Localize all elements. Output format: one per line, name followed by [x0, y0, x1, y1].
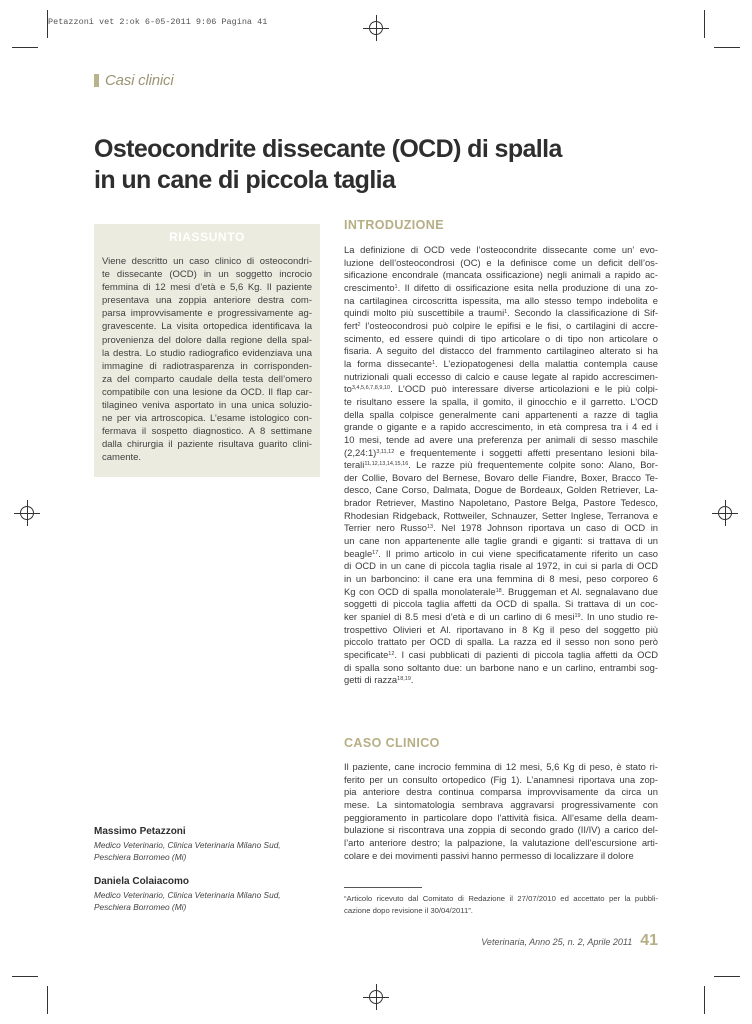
introduction-body [344, 244, 658, 687]
line-text: soggetti di piccola taglia affetti da OCD di spalla. Si trattava di un coc- [344, 598, 658, 610]
author-name: Daniela Colaiacomo [94, 876, 190, 887]
line-text: in un barboncino: il cane era una femmina di 8 mesi, peso corporeo 6 [344, 573, 658, 585]
case-line: peggioramento in particolare dopo l’attività fisica. All’esame della deam- [344, 811, 658, 823]
citation-ref: 11,12,13,14,15,16 [364, 461, 409, 468]
introduction-line [344, 674, 658, 687]
line-text: . Il primo articolo in cui viene specificatamente riferito un caso [378, 547, 658, 559]
line-text: na cartilaginea circoscritta ispessita, ma allo stesso tempo indebolita e [344, 294, 658, 306]
author-affiliation: Medico Veterinario, Clinica Veterinaria Milano Sud, [94, 840, 281, 850]
citation-ref: 18 [495, 587, 502, 594]
line-text: fisaria. A seguito del distacco del frammento cartilagineo alterato si ha [344, 345, 658, 357]
introduction-line [344, 409, 658, 422]
introduction-line [344, 320, 658, 333]
introduction-line [344, 636, 658, 649]
abstract-line: camente. [102, 452, 142, 464]
line-text: beagle [344, 547, 373, 559]
footnote-rule [344, 887, 422, 888]
line-text: brador Retriever, Mastino Napoletano, Pastore Belga, Pastore Tedesco, [344, 497, 658, 509]
crop-mark [714, 976, 740, 977]
line-text: . I casi pubblicati di pazienti di piccola taglia affetti da OCD [394, 649, 658, 660]
line-text: fert [344, 319, 358, 331]
registration-mark-left [14, 500, 40, 526]
introduction-line [344, 560, 658, 573]
line-text: terali [344, 459, 365, 471]
abstract-line: presentava una zoppia anteriore destra com- [102, 295, 312, 307]
abstract-line: parsa improvvisamente e progressivamente ag- [102, 308, 312, 320]
author [94, 876, 320, 913]
citation-ref: 17 [372, 549, 379, 556]
line-text: sificazione encondrale (mancata ossificazione) negli animali a rapido ac- [344, 269, 658, 281]
crop-mark [12, 976, 38, 977]
registration-mark-bottom [363, 984, 389, 1010]
citation-ref: 12 [388, 651, 395, 657]
abstract-line: gravescente. La visita ortopedica identificava la [102, 321, 312, 333]
introduction-line [344, 611, 658, 624]
line-text: . Le razze più frequentemente colpite sono: Alano, Bor- [408, 459, 658, 471]
crop-mark [47, 986, 48, 1014]
line-text: La definizione di OCD vede l’osteocondrite dissecante come un’ evo- [344, 244, 658, 255]
crop-mark [704, 986, 705, 1014]
line-text: luzione dell’osteocondrosi (OC) e la definisce come un deficit dell’os- [344, 256, 658, 268]
footnote-line: “Articolo ricevuto dal Comitato di Redazione il 27/07/2010 ed accettato per la pubbli- [344, 894, 658, 903]
citation-ref: 1 [394, 283, 398, 290]
introduction-line [344, 244, 658, 257]
author-name: Massimo Petazzoni [94, 826, 186, 837]
line-text: Kg con OCD di spalla monolaterale [344, 585, 496, 597]
crop-mark [12, 47, 38, 48]
line-text: trospettivo Olivieri et Al. riportavano in 8 Kg il peso del soggetto più [344, 623, 658, 635]
introduction-line [344, 371, 658, 384]
abstract-line: ne per via artroscopica. L’esame istologico con- [102, 413, 312, 425]
author [94, 826, 320, 863]
introduction-line [344, 497, 658, 510]
introduction-line [344, 421, 658, 434]
title-line: Osteocondrite dissecante (OCD) di spalla [94, 135, 562, 163]
journal-citation: Veterinaria, Anno 25, n. 2, Aprile 2011 [481, 937, 633, 947]
printer-slug: Petazzoni vet 2:ok 6-05-2011 9:06 Pagina 41 [48, 17, 268, 27]
section-bar [94, 74, 99, 87]
introduction-line [344, 459, 658, 472]
abstract-line: tilagineo veniva asportato in una unica soluzio- [102, 400, 312, 412]
case-heading: CASO CLINICO [344, 736, 440, 750]
abstract-line: compatibile con una lesione da OCD. Il flap car- [102, 386, 312, 398]
line-text: Terrier nero Russo [344, 522, 427, 534]
introduction-line [344, 333, 658, 346]
case-body [344, 761, 658, 862]
page-footer [481, 932, 658, 950]
introduction-line [344, 447, 658, 460]
introduction-line [344, 649, 658, 662]
line-text: della spalla colpisce generalmente cani appartenenti a razze di taglia [344, 408, 658, 420]
line-text: . In uno studio re- [580, 611, 658, 623]
case-line: colare e dei movimenti passivi hanno permesso di localizzare il dolore [344, 849, 634, 861]
line-text: . Bruggeman et Al. segnalavano due [501, 585, 658, 597]
case-line: mese. La sintomatologia sembrava aggravarsi progressivamente con [344, 798, 658, 810]
introduction-line [344, 484, 658, 497]
line-text: quindi molto più suscettibile a traumi [344, 307, 505, 319]
case-line: bulazione si riscontrava una zoppia di secondo grado (II/IV) a carico del- [344, 824, 658, 836]
author-affiliation: Peschiera Borromeo (Mi) [94, 902, 187, 912]
abstract-heading: RIASSUNTO [169, 230, 245, 244]
introduction-line [344, 522, 658, 535]
introduction-line [344, 269, 658, 282]
abstract-line: te dissecante (OCD) in un soggetto incrocio [102, 269, 312, 281]
introduction-line [344, 662, 658, 675]
line-text: nutrizionali quali eccesso di calcio e cause legate al rapido accrescimen- [344, 370, 658, 382]
case-line: l’arto anteriore destro; la palpazione, la valutazione dell’escursione arti- [344, 836, 658, 848]
line-text: te risultano essere la spalla, il gomito, il ginocchio e il garretto. L’OCD [344, 395, 658, 407]
line-text: Rhodesian Ridgeback, Rottweiler, Schnauzer, Setter Inglese, Terranova e [344, 509, 658, 521]
introduction-line [344, 383, 658, 396]
line-text: . L’OCD può interessare diverse articolazioni e le più colpi- [390, 383, 658, 395]
registration-mark-right [712, 500, 738, 526]
introduction-line [344, 434, 658, 447]
introduction-line [344, 535, 658, 548]
section-title: Casi clinici [105, 72, 174, 89]
line-text: e frequentemente i soggetti affetti presentano lesioni bila- [394, 446, 658, 458]
author-affiliation: Medico Veterinario, Clinica Veterinaria Milano Sud, [94, 890, 281, 900]
line-text: der Collie, Bovaro del Bernese, Bovaro delle Fiandre, Boxer, Bracco Te- [344, 471, 658, 483]
line-text: ker spaniel di 8.5 mesi d’età e di un carlino di 6 mesi [344, 611, 575, 623]
case-line: ferito per un consulto ortopedico (Fig 1). L’anamnesi riportava una zop- [344, 773, 658, 785]
line-text: la forma dissecante [344, 357, 432, 369]
footnote [344, 893, 658, 916]
abstract-line: immagine di radiotrasparenza in corrisponden- [102, 360, 312, 372]
case-line: pia anteriore destra continua comparsa improvvisamente da circa un [344, 786, 658, 798]
section-label [94, 72, 173, 89]
line-text: di spalla sono soltanto due: un barbone nano e un carlino, entrambi sog- [344, 661, 658, 673]
article-title [94, 134, 694, 196]
title-line: in un cane di piccola taglia [94, 166, 396, 194]
abstract-line: za del comparto caudale della testa dell’omero [102, 373, 312, 385]
introduction-heading: INTRODUZIONE [344, 218, 444, 232]
line-text: di OCD in un cane di piccola taglia risale al 1972, in cui si parla di OCD [344, 560, 658, 572]
introduction-line [344, 307, 658, 320]
citation-ref: 1 [431, 359, 435, 366]
introduction-line [344, 624, 658, 637]
line-text: grande o gigante e a rapido accrescimento, in età compresa tra i 4 ed i [344, 421, 658, 433]
registration-mark-top [363, 15, 389, 41]
line-text: . Il difetto di ossificazione esita nella produzione di una zo- [397, 281, 658, 293]
citation-ref: 2 [357, 321, 361, 328]
line-text: un cane non appartenente alle taglie grandi e giganti: si trattava di un [344, 535, 658, 547]
abstract-line: fermava il sospetto diagnostico. A 8 settimane [102, 426, 312, 438]
line-text: desco, Cane Corso, Dalmata, Dogue de Bordeaux, Golden Retriever, La- [344, 484, 658, 496]
line-text: piccolo trattato per OCD di spalla. La razza ed il sesso non sono però [344, 636, 658, 648]
line-text: 10 mesi, tende ad avere una preferenza per animali di sesso maschile [344, 433, 658, 445]
line-text: . [410, 674, 414, 686]
citation-ref: 1 [504, 309, 508, 316]
crop-mark [47, 10, 48, 38]
citation-ref: 3,4,5,6,7,8,9,10 [351, 385, 391, 392]
introduction-line [344, 586, 658, 599]
crop-mark [704, 10, 705, 38]
abstract-line: femmina di 12 mesi d’età e 5,6 Kg. Il paziente [102, 282, 312, 294]
abstract-line: dalla chirurgia il paziente risultava guarito clini- [102, 439, 312, 451]
abstract-body [102, 255, 312, 465]
case-line: Il paziente, cane incrocio femmina di 12 mesi, 5,6 Kg di peso, è stato ri- [344, 761, 658, 772]
introduction-line [344, 510, 658, 523]
introduction-line [344, 548, 658, 561]
abstract-line: la destra. Lo studio radiografico evidenziava una [102, 347, 312, 359]
citation-ref: 13 [426, 524, 434, 531]
page-number: 41 [640, 932, 658, 949]
author-list [94, 826, 320, 926]
introduction-line [344, 257, 658, 270]
abstract-box [94, 224, 320, 477]
line-text: crescimento [344, 281, 395, 293]
introduction-line [344, 598, 658, 611]
citation-ref: 19 [574, 613, 581, 620]
introduction-line [344, 282, 658, 295]
introduction-line [344, 345, 658, 358]
citation-ref: 18,19 [397, 676, 411, 683]
introduction-line [344, 396, 658, 409]
author-affiliation: Peschiera Borromeo (Mi) [94, 852, 187, 862]
line-text: (2,24:1) [344, 446, 377, 458]
crop-mark [714, 47, 740, 48]
line-text: . Secondo la classificazione di Sif- [507, 307, 658, 319]
line-text: getti di razza [344, 674, 398, 686]
footnote-line: cazione dopo revisione il 30/04/2011”. [344, 905, 473, 915]
citation-ref: 3,11,12 [376, 448, 395, 455]
introduction-line [344, 573, 658, 586]
line-text: . Nel 1978 Johnson riportava un caso di OCD in [433, 522, 659, 534]
line-text: scimento, ed essere quindi di tipo articolare o di tipo non articolare o [344, 332, 658, 344]
abstract-line: provenienza del dolore dalla regione della spal- [102, 334, 312, 346]
introduction-line [344, 472, 658, 485]
introduction-line [344, 358, 658, 371]
abstract-line: Viene descritto un caso clinico di osteocondri- [102, 256, 312, 267]
line-text: l’osteocondrosi può colpire le epifisi e le fisi, o cartilagini di accre- [360, 319, 658, 331]
line-text: . L’eziopatogenesi della malattia contempla cause [435, 357, 658, 369]
line-text: to [344, 383, 352, 395]
introduction-line [344, 295, 658, 308]
line-text: specificate [344, 649, 389, 660]
